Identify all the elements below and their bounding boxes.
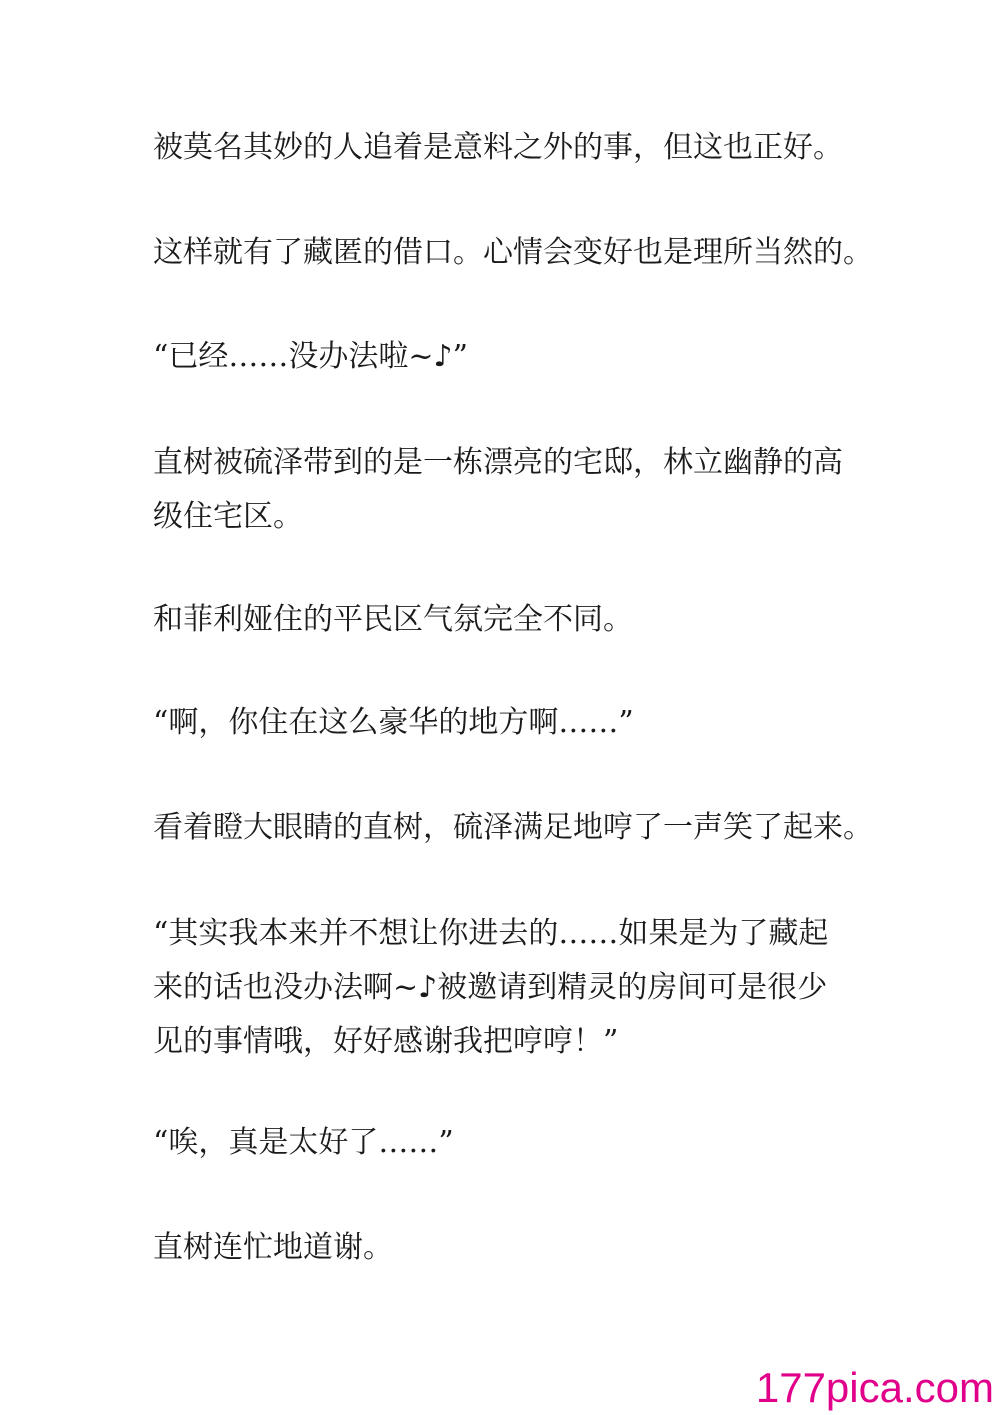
paragraph-4	[153, 436, 853, 544]
paragraph-line: 来的话也没办法啊~♪被邀请到精灵的房间可是很少	[153, 970, 828, 1005]
paragraph-10	[153, 1221, 853, 1275]
paragraph-2	[153, 226, 873, 280]
paragraph-5	[153, 593, 853, 647]
paragraph-line: 这样就有了藏匿的借口。心情会变好也是理所当然的。	[153, 235, 873, 270]
paragraph-line: 直树连忙地道谢。	[153, 1230, 393, 1265]
paragraph-line: 见的事情哦，好好感谢我把哼哼！”	[153, 1024, 619, 1059]
paragraph-line: 和菲利娅住的平民区气氛完全不同。	[153, 602, 633, 637]
watermark-text: 177pica.com	[755, 1364, 994, 1411]
paragraph-7	[153, 801, 873, 855]
paragraph-line: 直树被硫泽带到的是一栋漂亮的宅邸，林立幽静的高	[153, 445, 843, 480]
paragraph-1	[153, 121, 853, 175]
paragraph-8	[153, 907, 853, 1069]
paragraph-line: “已经……没办法啦~♪”	[153, 339, 468, 374]
paragraph-line: 看着瞪大眼睛的直树，硫泽满足地哼了一声笑了起来。	[153, 810, 873, 845]
paragraph-line: 被莫名其妙的人追着是意料之外的事，但这也正好。	[153, 130, 843, 165]
paragraph-3	[153, 330, 853, 384]
paragraph-line: 级住宅区。	[153, 499, 303, 534]
paragraph-line: “唉，真是太好了……”	[153, 1125, 454, 1160]
paragraph-9	[153, 1116, 853, 1170]
paragraph-6	[153, 696, 853, 750]
paragraph-line: “其实我本来并不想让你进去的……如果是为了藏起	[153, 916, 829, 951]
paragraph-line: “啊，你住在这么豪华的地方啊……”	[153, 705, 634, 740]
